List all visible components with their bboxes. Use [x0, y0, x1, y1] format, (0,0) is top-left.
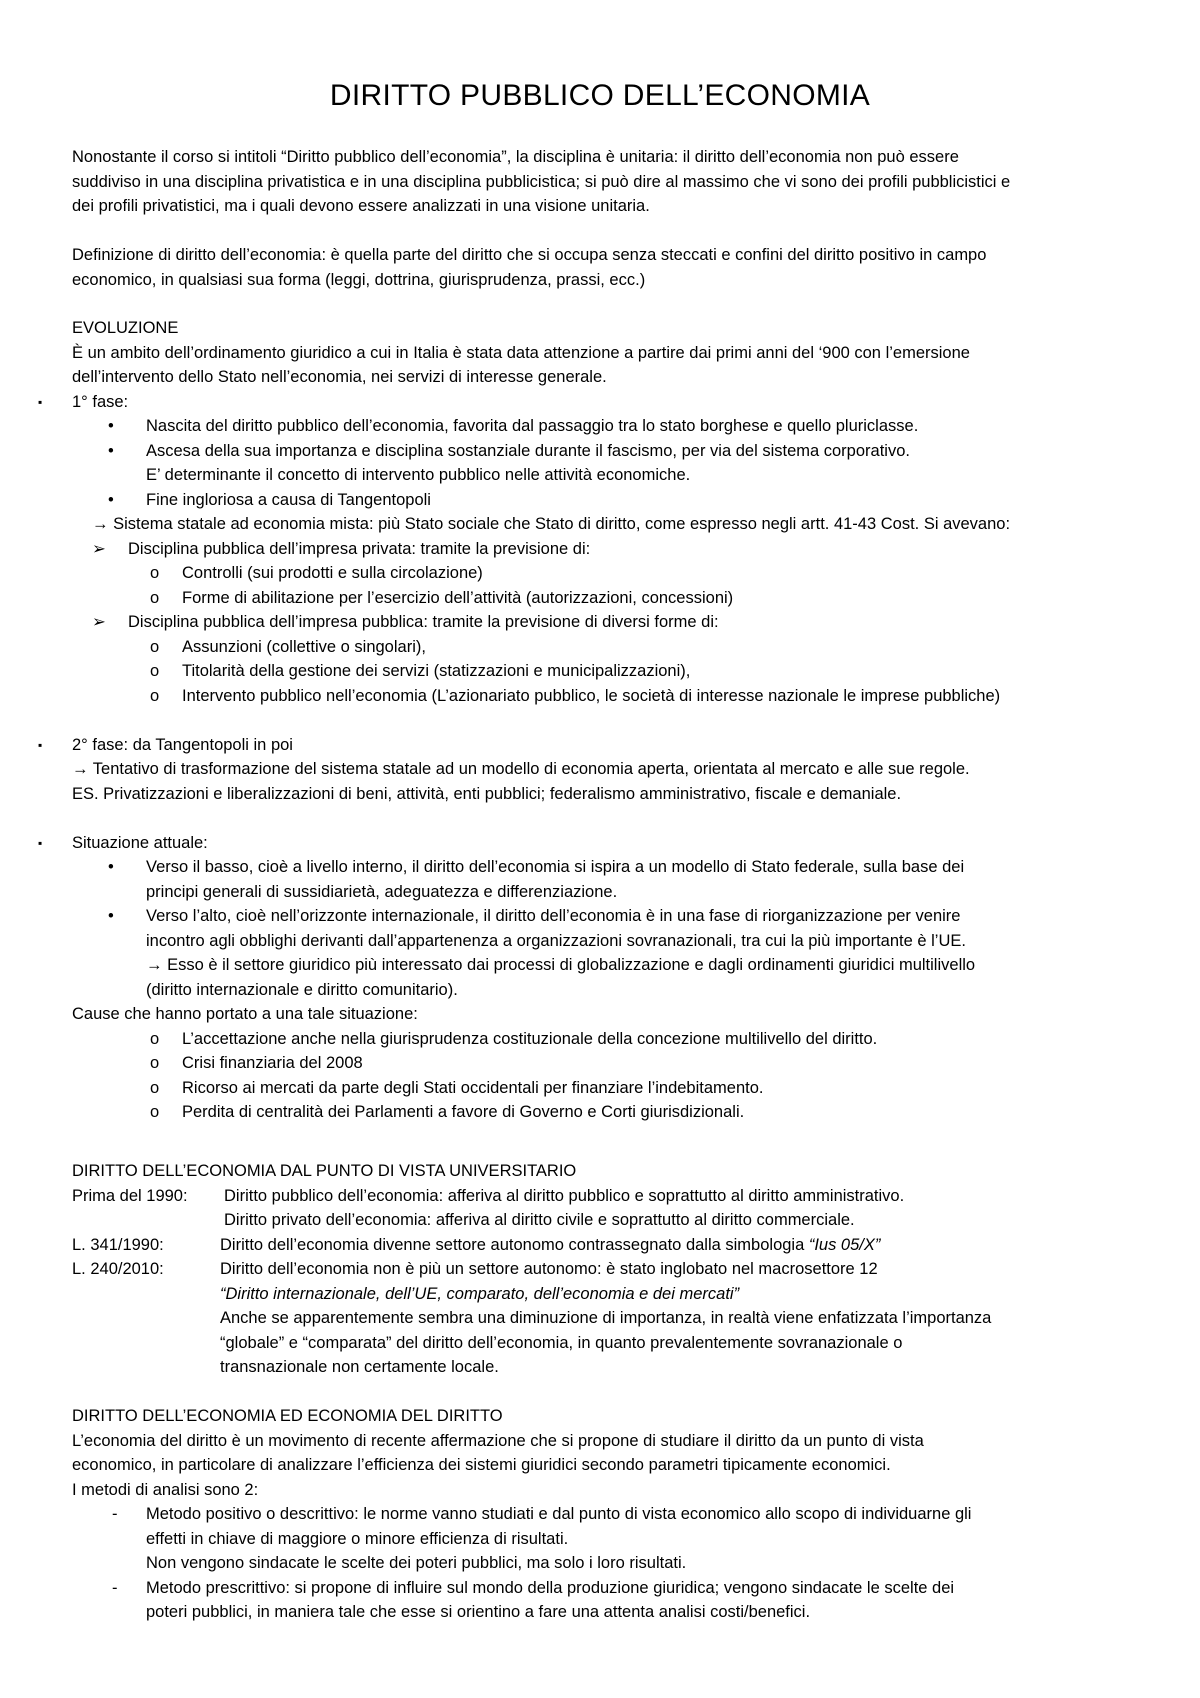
text-line: dei profili privatistici, ma i quali devono essere analizzati in una visione unitaria.	[72, 197, 650, 215]
text-line: → Esso è il settore giuridico più interessato dai processi di globalizzazione e dagli ordinamenti giuridici multilivello	[146, 956, 976, 974]
list-item: • Verso l’alto, cioè nell’orizzonte internazionale, il diritto dell’economia è in una fase di riorganizzazione per venire	[72, 904, 1122, 929]
list-item: o Intervento pubblico nell’economia (L’azionariato pubblico, le società di interesse nazionale le imprese pubbliche)	[72, 684, 1122, 709]
text-line: È un ambito dell’ordinamento giuridico a cui in Italia è stata data attenzione a partire dai primi anni del ‘900 con l’emersione	[72, 343, 970, 362]
circle-bullet-icon: o	[150, 1029, 160, 1048]
text-line: L’economia del diritto è un movimento di recente affermazione che si propone di studiare il diritto da un punto di vista	[72, 1431, 924, 1450]
square-bullet-icon: ▪	[38, 394, 43, 409]
square-bullet-icon: ▪	[38, 835, 43, 850]
list-item: o Forme di abilitazione per l’esercizio dell’attività (autorizzazioni, concessioni)	[72, 586, 1122, 611]
list-item: o L’accettazione anche nella giurisprudenza costituzionale della concezione multilivello del diritto.	[72, 1027, 1122, 1052]
definition-paragraph	[72, 243, 1122, 292]
table-row	[72, 1233, 1122, 1258]
list-item: • Nascita del diritto pubblico dell’economia, favorita dal passaggio tra lo stato borghese e quello pluriclasse.	[72, 414, 1122, 439]
section-heading: EVOLUZIONE	[72, 319, 179, 337]
list-item: • Fine ingloriosa a causa di Tangentopoli	[72, 488, 1122, 513]
text-line: economico, in qualsiasi sua forma (leggi, dottrina, giurisprudenza, prassi, ecc.)	[72, 270, 646, 289]
list-item: • Verso il basso, cioè a livello interno, il diritto dell’economia si ispira a un modello di Stato federale, sulla base dei	[72, 855, 1122, 880]
page-title: DIRITTO PUBBLICO DELL’ECONOMIA	[329, 79, 871, 112]
text-line: Non vengono sindacate le scelte dei poteri pubblici, ma solo i loro risultati.	[146, 1554, 687, 1572]
row-value: “globale” e “comparata” del diritto dell’economia, in quanto prevalentemente sovranazionale o	[220, 1333, 903, 1352]
dash-bullet-icon: -	[112, 1505, 118, 1523]
circle-bullet-icon: o	[150, 662, 160, 680]
text-line: principi generali di sussidiarietà, adeguatezza e differenziazione.	[146, 882, 618, 901]
table-row	[72, 1184, 1122, 1209]
row-label: L. 341/1990:	[72, 1235, 164, 1254]
circle-bullet-icon: o	[150, 1054, 160, 1072]
text-line: → Sistema statale ad economia mista: più Stato sociale che Stato di diritto, come espresso negli artt. 41-43 Cost. Si avevano:	[92, 515, 1011, 533]
list-item: - Metodo prescrittivo: si propone di influire sul mondo della produzione giuridica; vengono sindacate le scelte dei	[72, 1576, 1122, 1601]
text-line: Definizione di diritto dell’economia: è quella parte del diritto che si occupa senza steccati e confini del diritto positivo in campo	[72, 246, 987, 264]
text-line: Cause che hanno portato a una tale situazione:	[72, 1005, 418, 1023]
text-line: Nonostante il corso si intitoli “Diritto pubblico dell’economia”, la disciplina è unitaria: il diritto dell’economia non può essere	[72, 148, 959, 166]
economia-diritto-section	[72, 1404, 1122, 1625]
list-item: o Perdita di centralità dei Parlamenti a favore di Governo e Corti giurisdizionali.	[72, 1100, 1122, 1125]
text-line: (diritto internazionale e diritto comunitario).	[146, 980, 458, 999]
row-value: Diritto privato dell’economia: afferiva al diritto civile e soprattutto al diritto commerciale.	[224, 1211, 855, 1229]
row-label: L. 240/2010:	[72, 1260, 164, 1278]
row-value: Diritto dell’economia non è più un settore autonomo: è stato inglobato nel macrosettore 12	[220, 1260, 878, 1278]
text-line: effetti in chiave di maggiore o minore efficienza di risultati.	[146, 1529, 569, 1548]
list-item: o Ricorso ai mercati da parte degli Stati occidentali per finanziare l’indebitamento.	[72, 1076, 1122, 1101]
arrowhead-bullet-icon: ➢	[92, 613, 106, 631]
circle-bullet-icon: o	[150, 1103, 160, 1121]
row-value: Diritto pubblico dell’economia: afferiva al diritto pubblico e soprattutto al diritto amministrativo.	[224, 1186, 905, 1205]
row-value: transnazionale non certamente locale.	[220, 1358, 499, 1376]
list-item: o Controlli (sui prodotti e sulla circolazione)	[72, 561, 1122, 586]
square-bullet-icon: ▪	[38, 737, 43, 752]
text-line: I metodi di analisi sono 2:	[72, 1480, 259, 1499]
bullet-icon: •	[108, 490, 114, 509]
list-item: ➢ Disciplina pubblica dell’impresa privata: tramite la previsione di:	[72, 537, 1122, 562]
section-heading: DIRITTO DELL’ECONOMIA ED ECONOMIA DEL DIRITTO	[72, 1407, 503, 1425]
dash-bullet-icon: -	[112, 1578, 118, 1597]
list-item: ▪ 2° fase: da Tangentopoli in poi	[72, 733, 1122, 758]
bullet-icon: •	[108, 907, 114, 925]
bullet-icon: •	[108, 417, 114, 435]
circle-bullet-icon: o	[150, 686, 160, 705]
list-item: ▪ Situazione attuale:	[72, 831, 1122, 856]
circle-bullet-icon: o	[150, 1078, 160, 1097]
list-item: ➢ Disciplina pubblica dell’impresa pubblica: tramite la previsione di diversi forme di:	[72, 610, 1122, 635]
text-line: incontro agli obblighi derivanti dall’appartenenza a organizzazioni sovranazionali, tra cui la più importante è l’UE.	[146, 931, 966, 950]
list-item: - Metodo positivo o descrittivo: le norme vanno studiati e dal punto di vista economico allo scopo di individuarne gli	[72, 1502, 1122, 1527]
section-heading: DIRITTO DELL’ECONOMIA DAL PUNTO DI VISTA UNIVERSITARIO	[72, 1162, 577, 1180]
text-line: → Tentativo di trasformazione del sistema statale ad un modello di economia aperta, orientata al mercato e alle sue regole.	[72, 760, 970, 778]
list-item: • Ascesa della sua importanza e disciplina sostanziale durante il fascismo, per via del sistema corporativo.	[72, 439, 1122, 464]
circle-bullet-icon: o	[150, 564, 160, 582]
arrowhead-bullet-icon: ➢	[92, 539, 106, 558]
text-line: E’ determinante il concetto di intervento pubblico nelle attività economiche.	[146, 466, 691, 484]
universitario-section	[72, 1159, 1122, 1380]
list-item: o Titolarità della gestione dei servizi (statizzazioni e municipalizzazioni),	[72, 659, 1122, 684]
text-line: dell’intervento dello Stato nell’economia, nei servizi di interesse generale.	[72, 368, 607, 386]
circle-bullet-icon: o	[150, 637, 160, 656]
list-item: o Assunzioni (collettive o singolari),	[72, 635, 1122, 660]
bullet-icon: •	[108, 441, 114, 460]
text-line: economico, in particolare di analizzare l’efficienza dei sistemi giuridici secondo parametri tipicamente economici.	[72, 1456, 891, 1474]
row-label: Prima del 1990:	[72, 1186, 188, 1205]
row-value: Anche se apparentemente sembra una diminuzione di importanza, in realtà viene enfatizzata l’importanza	[220, 1309, 992, 1327]
evoluzione-section	[38, 316, 1122, 1125]
table-row	[72, 1257, 1122, 1282]
circle-bullet-icon: o	[150, 588, 160, 607]
text-line: ES. Privatizzazioni e liberalizzazioni di beni, attività, enti pubblici; federalismo amministrativo, fiscale e demaniale.	[72, 784, 902, 803]
list-item: o Crisi finanziaria del 2008	[72, 1051, 1122, 1076]
row-value-italic: “Ius 05/X”	[808, 1235, 881, 1254]
text-line: suddiviso in una disciplina privatistica e in una disciplina pubblicistica; si può dire al massimo che vi sono dei profili pubblicistici e	[72, 172, 1011, 191]
row-value: Diritto dell’economia divenne settore autonomo contrassegnato dalla simbologia	[220, 1235, 809, 1254]
bullet-icon: •	[108, 858, 114, 876]
intro-paragraph	[72, 145, 1122, 219]
list-item: ▪ 1° fase:	[72, 390, 1122, 415]
row-value: “Diritto internazionale, dell’UE, comparato, dell’economia e dei mercati”	[220, 1284, 740, 1303]
text-line: poteri pubblici, in maniera tale che esse si orientino a fare una attenta analisi costi/benefici.	[146, 1603, 811, 1621]
